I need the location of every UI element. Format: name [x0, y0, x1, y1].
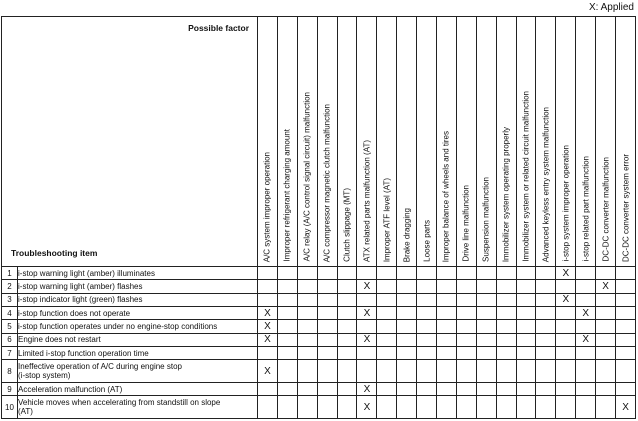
matrix-cell: [576, 293, 596, 306]
factor-label: A/C compressor magnetic clutch malfunction: [322, 103, 332, 262]
matrix-cell: [516, 333, 536, 346]
matrix-cell: [357, 360, 377, 383]
matrix-cell: [417, 360, 437, 383]
applied-mark: X: [556, 266, 576, 279]
matrix-cell: [258, 293, 278, 306]
factor-label: Suspension malfunction: [481, 176, 491, 262]
factor-header: [357, 17, 377, 267]
matrix-cell: [616, 382, 636, 395]
matrix-cell: [516, 346, 536, 359]
matrix-cell: [297, 280, 317, 293]
factor-header: [397, 17, 417, 267]
factor-label: Improper ATF level (AT): [382, 177, 392, 262]
matrix-cell: [456, 320, 476, 333]
matrix-cell: [397, 396, 417, 419]
matrix-cell: [417, 280, 437, 293]
applied-mark: X: [357, 396, 377, 419]
matrix-cell: [377, 320, 397, 333]
table-row: [2, 266, 636, 279]
matrix-cell: [317, 360, 337, 383]
matrix-cell: [516, 396, 536, 419]
row-number: 4: [2, 306, 18, 319]
matrix-cell: [437, 346, 457, 359]
matrix-cell: [556, 360, 576, 383]
matrix-cell: [456, 360, 476, 383]
matrix-cell: [476, 382, 496, 395]
matrix-cell: [337, 346, 357, 359]
table-row: [2, 360, 636, 383]
matrix-cell: [536, 320, 556, 333]
factor-header: [616, 17, 636, 267]
matrix-cell: [297, 396, 317, 419]
matrix-cell: [317, 320, 337, 333]
matrix-cell: [516, 382, 536, 395]
matrix-cell: [596, 382, 616, 395]
applied-mark: X: [576, 306, 596, 319]
matrix-cell: [357, 320, 377, 333]
factor-label: i-stop related part malfunction: [581, 156, 591, 262]
applied-mark: X: [596, 280, 616, 293]
matrix-cell: [576, 280, 596, 293]
matrix-cell: [476, 320, 496, 333]
matrix-cell: [397, 346, 417, 359]
table-row: [2, 306, 636, 319]
matrix-cell: [536, 360, 556, 383]
matrix-cell: [377, 306, 397, 319]
factor-header: [516, 17, 536, 267]
matrix-cell: [377, 360, 397, 383]
matrix-cell: [616, 306, 636, 319]
matrix-cell: [456, 333, 476, 346]
matrix-cell: [616, 346, 636, 359]
applied-mark: X: [576, 333, 596, 346]
matrix-cell: [516, 320, 536, 333]
matrix-cell: [516, 266, 536, 279]
matrix-cell: [437, 382, 457, 395]
matrix-cell: [596, 266, 616, 279]
troubleshooting-item: i-stop function does not operate: [18, 306, 258, 319]
matrix-cell: [596, 396, 616, 419]
applied-mark: X: [556, 293, 576, 306]
troubleshooting-item-label: Troubleshooting item: [11, 247, 98, 258]
table-row: [2, 396, 636, 419]
factor-label: A/C relay (A/C control signal circuit) malfunction: [302, 92, 312, 262]
matrix-cell: [596, 320, 616, 333]
matrix-cell: [337, 333, 357, 346]
applied-mark: X: [258, 306, 278, 319]
matrix-cell: [536, 293, 556, 306]
matrix-cell: [536, 280, 556, 293]
matrix-cell: [556, 382, 576, 395]
matrix-cell: [496, 346, 516, 359]
matrix-cell: [258, 396, 278, 419]
matrix-cell: [536, 306, 556, 319]
troubleshooting-item: i-stop warning light (amber) flashes: [18, 280, 258, 293]
matrix-cell: [437, 293, 457, 306]
matrix-cell: [417, 396, 437, 419]
matrix-cell: [596, 306, 616, 319]
matrix-cell: [297, 346, 317, 359]
factor-label: Loose parts: [422, 220, 432, 262]
factor-header: [317, 17, 337, 267]
matrix-cell: [536, 396, 556, 419]
applied-mark: X: [357, 382, 377, 395]
matrix-cell: [516, 280, 536, 293]
applied-mark: X: [258, 320, 278, 333]
factor-label: Immobilizer system or related circuit malfunction: [521, 91, 531, 262]
troubleshooting-item: Engine does not restart: [18, 333, 258, 346]
matrix-cell: [277, 280, 297, 293]
matrix-cell: [476, 333, 496, 346]
factor-label: DC-DC converter system error: [621, 153, 631, 262]
troubleshooting-item: Ineffective operation of A/C during engine stop (i-stop system): [18, 360, 258, 383]
matrix-cell: [297, 360, 317, 383]
matrix-cell: [377, 293, 397, 306]
matrix-cell: [357, 293, 377, 306]
applied-mark: X: [616, 396, 636, 419]
factor-header: [437, 17, 457, 267]
matrix-cell: [496, 293, 516, 306]
matrix-cell: [616, 293, 636, 306]
factor-header: [277, 17, 297, 267]
matrix-cell: [317, 293, 337, 306]
matrix-cell: [437, 320, 457, 333]
factor-header: [596, 17, 616, 267]
matrix-cell: [258, 382, 278, 395]
row-number: 5: [2, 320, 18, 333]
row-number: 6: [2, 333, 18, 346]
matrix-cell: [397, 306, 417, 319]
matrix-cell: [417, 293, 437, 306]
factor-header: [536, 17, 556, 267]
matrix-cell: [437, 266, 457, 279]
factor-header: [337, 17, 357, 267]
matrix-cell: [556, 346, 576, 359]
matrix-cell: [456, 396, 476, 419]
factor-label: Improper refrigerant charging amount: [282, 129, 292, 262]
row-number: 9: [2, 382, 18, 395]
matrix-cell: [476, 396, 496, 419]
matrix-cell: [277, 266, 297, 279]
troubleshooting-item: i-stop indicator light (green) flashes: [18, 293, 258, 306]
row-number: 10: [2, 396, 18, 419]
matrix-cell: [317, 396, 337, 419]
troubleshooting-matrix: [1, 16, 636, 419]
troubleshooting-item: Acceleration malfunction (AT): [18, 382, 258, 395]
matrix-cell: [277, 320, 297, 333]
matrix-cell: [337, 293, 357, 306]
table-row: [2, 280, 636, 293]
matrix-cell: [476, 280, 496, 293]
matrix-cell: [437, 360, 457, 383]
matrix-cell: [417, 306, 437, 319]
matrix-cell: [556, 320, 576, 333]
matrix-cell: [397, 293, 417, 306]
matrix-cell: [258, 266, 278, 279]
table-row: [2, 333, 636, 346]
matrix-cell: [317, 333, 337, 346]
factor-label: ATX related parts malfunction (AT): [362, 139, 372, 262]
matrix-cell: [417, 382, 437, 395]
matrix-cell: [297, 320, 317, 333]
matrix-cell: [456, 382, 476, 395]
factor-label: Drive line malfunction: [461, 185, 471, 262]
matrix-cell: [357, 346, 377, 359]
matrix-cell: [317, 306, 337, 319]
matrix-cell: [516, 293, 536, 306]
matrix-cell: [377, 266, 397, 279]
matrix-cell: [576, 320, 596, 333]
matrix-cell: [536, 266, 556, 279]
matrix-cell: [576, 396, 596, 419]
matrix-cell: [337, 266, 357, 279]
matrix-cell: [277, 306, 297, 319]
matrix-cell: [377, 346, 397, 359]
matrix-cell: [277, 346, 297, 359]
factor-header: [496, 17, 516, 267]
factor-header: [476, 17, 496, 267]
factor-header: [556, 17, 576, 267]
factor-header: [377, 17, 397, 267]
matrix-cell: [496, 320, 516, 333]
matrix-cell: [297, 293, 317, 306]
matrix-cell: [277, 360, 297, 383]
matrix-cell: [317, 280, 337, 293]
matrix-cell: [277, 333, 297, 346]
matrix-cell: [417, 333, 437, 346]
factor-header: [417, 17, 437, 267]
applied-mark: X: [258, 360, 278, 383]
table-row: [2, 320, 636, 333]
matrix-cell: [437, 280, 457, 293]
header-corner: [2, 17, 258, 267]
matrix-cell: [337, 396, 357, 419]
row-number: 3: [2, 293, 18, 306]
matrix-cell: [536, 333, 556, 346]
matrix-cell: [496, 280, 516, 293]
matrix-cell: [516, 306, 536, 319]
matrix-cell: [596, 360, 616, 383]
row-number: 2: [2, 280, 18, 293]
troubleshooting-item: Vehicle moves when accelerating from standstill on slope (AT): [18, 396, 258, 419]
matrix-cell: [437, 306, 457, 319]
matrix-cell: [397, 333, 417, 346]
matrix-cell: [456, 266, 476, 279]
matrix-cell: [258, 346, 278, 359]
matrix-cell: [496, 382, 516, 395]
factor-header: [456, 17, 476, 267]
matrix-cell: [476, 306, 496, 319]
matrix-cell: [476, 266, 496, 279]
matrix-cell: [476, 293, 496, 306]
matrix-cell: [317, 346, 337, 359]
matrix-cell: [277, 293, 297, 306]
table-row: [2, 382, 636, 395]
factor-label: A/C system improper operation: [262, 151, 272, 262]
matrix-cell: [297, 382, 317, 395]
applied-mark: X: [357, 306, 377, 319]
factor-label: Immobilizer system operating properly: [501, 126, 511, 262]
matrix-cell: [496, 396, 516, 419]
matrix-cell: [277, 396, 297, 419]
matrix-cell: [556, 280, 576, 293]
matrix-cell: [397, 382, 417, 395]
factor-label: DC-DC converter malfunction: [601, 157, 611, 262]
row-number: 1: [2, 266, 18, 279]
matrix-cell: [397, 360, 417, 383]
factor-header: [258, 17, 278, 267]
header-row: [2, 17, 636, 267]
matrix-cell: [337, 360, 357, 383]
matrix-cell: [616, 280, 636, 293]
troubleshooting-item: i-stop function operates under no engine-stop conditions: [18, 320, 258, 333]
matrix-cell: [456, 346, 476, 359]
table-row: [2, 346, 636, 359]
factor-header: [576, 17, 596, 267]
matrix-cell: [496, 266, 516, 279]
matrix-cell: [576, 382, 596, 395]
matrix-cell: [377, 333, 397, 346]
matrix-cell: [456, 293, 476, 306]
matrix-cell: [277, 382, 297, 395]
possible-factor-label: Possible factor: [188, 23, 250, 33]
matrix-cell: [556, 396, 576, 419]
matrix-cell: [297, 333, 317, 346]
matrix-cell: [297, 306, 317, 319]
matrix-cell: [337, 320, 357, 333]
matrix-cell: [536, 346, 556, 359]
matrix-cell: [377, 280, 397, 293]
matrix-cell: [357, 266, 377, 279]
troubleshooting-item: i-stop warning light (amber) illuminates: [18, 266, 258, 279]
table-row: [2, 293, 636, 306]
factor-label: Brake dragging: [402, 207, 412, 262]
matrix-cell: [616, 320, 636, 333]
matrix-cell: [596, 293, 616, 306]
applied-mark: X: [357, 333, 377, 346]
matrix-cell: [337, 382, 357, 395]
matrix-cell: [317, 382, 337, 395]
matrix-cell: [556, 306, 576, 319]
matrix-cell: [417, 346, 437, 359]
matrix-cell: [317, 266, 337, 279]
matrix-cell: [417, 266, 437, 279]
applied-mark: X: [357, 280, 377, 293]
matrix-cell: [397, 266, 417, 279]
matrix-cell: [337, 280, 357, 293]
row-number: 8: [2, 360, 18, 383]
matrix-cell: [576, 360, 596, 383]
matrix-cell: [437, 333, 457, 346]
troubleshooting-item: Limited i-stop function operation time: [18, 346, 258, 359]
factor-header: [297, 17, 317, 267]
matrix-cell: [456, 280, 476, 293]
matrix-cell: [476, 346, 496, 359]
matrix-cell: [496, 306, 516, 319]
matrix-cell: [616, 360, 636, 383]
matrix-cell: [576, 346, 596, 359]
row-number: 7: [2, 346, 18, 359]
applied-legend: X: Applied: [588, 2, 634, 13]
matrix-cell: [496, 360, 516, 383]
matrix-cell: [456, 306, 476, 319]
matrix-cell: [397, 320, 417, 333]
factor-label: Advanced keyless entry system malfunction: [541, 106, 551, 262]
matrix-cell: [258, 280, 278, 293]
matrix-cell: [297, 266, 317, 279]
factor-label: Clutch slippage (MT): [342, 188, 352, 262]
matrix-cell: [616, 266, 636, 279]
matrix-cell: [417, 320, 437, 333]
matrix-cell: [596, 333, 616, 346]
matrix-cell: [616, 333, 636, 346]
matrix-cell: [397, 280, 417, 293]
matrix-cell: [377, 382, 397, 395]
matrix-cell: [536, 382, 556, 395]
factor-label: Improper balance of wheels and tires: [441, 130, 451, 262]
matrix-cell: [596, 346, 616, 359]
matrix-cell: [476, 360, 496, 383]
matrix-cell: [377, 396, 397, 419]
factor-label: i-stop system improper operation: [561, 145, 571, 262]
matrix-cell: [576, 266, 596, 279]
matrix-cell: [516, 360, 536, 383]
matrix-cell: [496, 333, 516, 346]
applied-mark: X: [258, 333, 278, 346]
matrix-cell: [337, 306, 357, 319]
matrix-cell: [437, 396, 457, 419]
matrix-cell: [556, 333, 576, 346]
